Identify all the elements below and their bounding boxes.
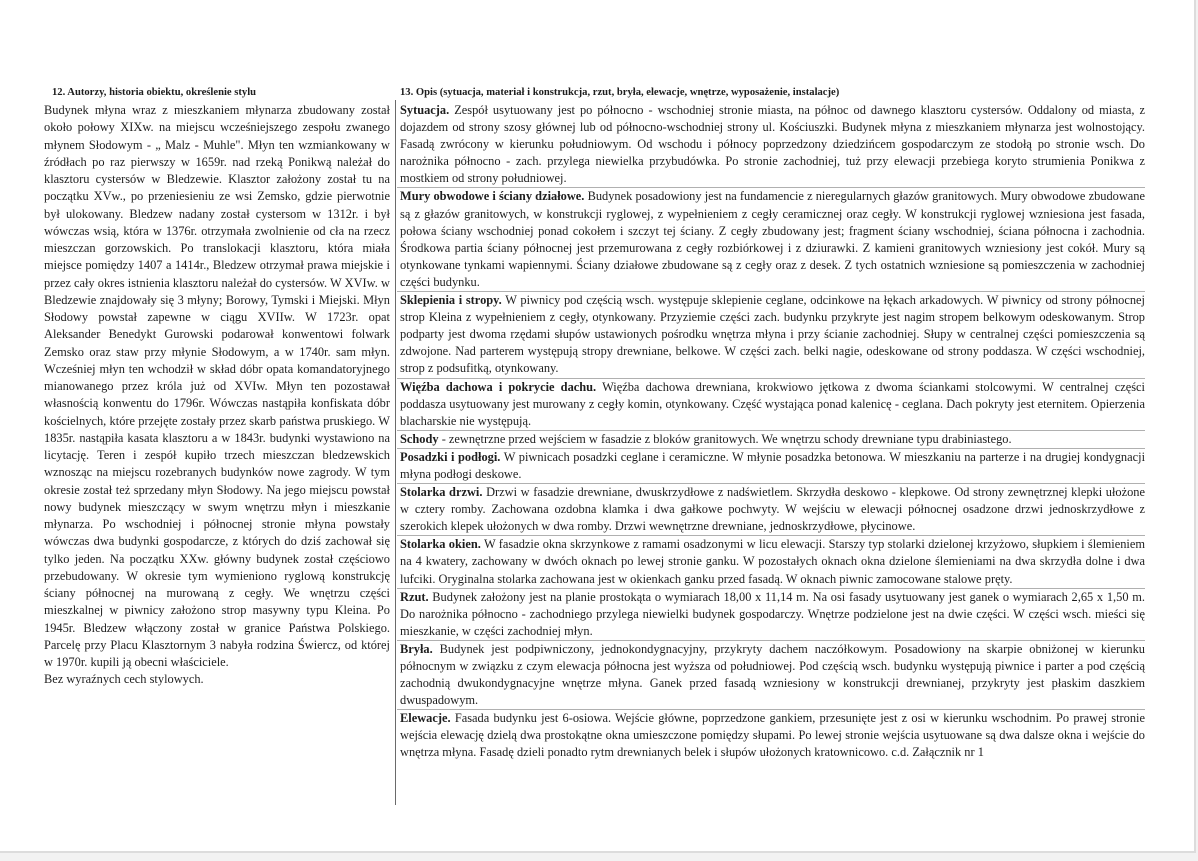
section-stolarka-okien: [397, 536, 1145, 588]
section-label: Mury obwodowe i ściany działowe.: [400, 189, 585, 204]
section-label: Bryła.: [400, 641, 433, 656]
section-label: Posadzki i podłogi.: [400, 449, 501, 464]
section-sklepienia: [397, 292, 1145, 378]
section-schody: [397, 431, 1145, 449]
section-rzut: [397, 589, 1145, 641]
section-bryla: [397, 641, 1145, 710]
description-column: [397, 85, 1145, 762]
column-divider: [395, 100, 396, 805]
section-posadzki: [397, 449, 1145, 484]
section-elewacje: [397, 710, 1145, 761]
section-text: W piwnicy pod częścią wsch. występuje sklepienie ceglane, odcinkowe na łękach arkadowych. W piwnicy od strony północnej strop Kleina z wypełnieniem z cegły, otynkowany. Przyziemie części zach. budynku przykryte jest nagim stropem belkowym odeskowanym. Strop podparty jest dwoma rzędami słupów ustawionych pośrodku wnętrza młyna i przy ścianie zachodniej. Słupy w centralnej części pomieszczenia są zdwojone. Nad parterem występują stropy drewniane, belkowe. W części zach. belki nagie, odeskowane od strony poddasza. W części wschodniej, strop z podsufitką, otynkowany.: [400, 293, 1145, 376]
history-column: [44, 85, 390, 689]
section-text: Więźba dachowa drewniana, krokwiowo jętkowa z dwoma ściankami stolcowymi. W centralnej części poddasza usytuowany jest murowany z cegły komin, otynkowany. Część wystająca ponad kalenicę - ceglana. Dach pokryty jest eternitem. Opierzenia blacharskie nie występują.: [400, 379, 1145, 428]
section-text: Zespół usytuowany jest po północno - wschodniej stronie miasta, na północ od dawnego klasztoru cystersów. Oddalony od miasta, z dojazdem od strony szosy głównej lub od północno-wschodniej strony ul. Kościuszki. Budynek młyna z mieszkaniem młynarza jest wolnostojący. Fasadą zwrócony w kierunku południowym. Od wschodu i północy poprzedzony dziedzińcem gospodarczym ze stodołą po stronie wsch. Do narożnika północno - zach. przylega niewielka przybudówka. Po stronie zachodniej, tuż przy elewacji przebiega koryto strumienia Ponikwa z mostkiem od strony południowej.: [400, 103, 1145, 186]
section-text: Budynek posadowiony jest na fundamencie z nieregularnych głazów granitowych. Mury obwodowe zbudowane są z głazów granitowych, w konstrukcji ryglowej, z wypełnieniem z cegły ceramicznej oraz cegły. W konstrukcji ryglowej wzniesiona jest fasada, połowa ściany wschodniej ponad cokołem i szczyt tej ściany. Z cegły zbudowany jest; fragment ściany wschodniej, ściana północna i zachodnia. Środkowa partia ściany północnej jest przemurowana z cegły rozbiórkowej i z dziurawki. Z kamieni granitowych wzniesiony jest cokół. Mury są otynkowane tynkami wapiennymi. Ściany działowe zbudowane są z cegły oraz z desek. Z tych ostatnich wzniesione są pomieszczenia w zachodniej części budynku.: [400, 189, 1145, 289]
section-text: - zewnętrzne przed wejściem w fasadzie z bloków granitowych. We wnętrzu schody drewniane typu drabiniastego.: [441, 431, 1012, 446]
section-text: Budynek założony jest na planie prostokąta o wymiarach 18,00 x 11,14 m. Na osi fasady usytuowany jest ganek o wymiarach 2,65 x 1,50 m. Do narożnika północno - zachodniego przylega niewielki budynek gospodarczy. Wnętrze podzielone jest na dwie części. W części wsch. mieści się mieszkanie, w części zachodniej młyn.: [400, 589, 1145, 638]
section-label: Rzut.: [400, 589, 429, 604]
section-label: Sklepienia i stropy.: [400, 293, 502, 308]
section-label: Elewacje.: [400, 711, 451, 726]
section-text: Fasada budynku jest 6-osiowa. Wejście główne, poprzedzone gankiem, przesunięte jest z osi w kierunku wschodnim. Po prawej stronie wejścia elewację dzielą dwa prostokątne okna umieszczone pomiędzy słupami. Po lewej stronie wejścia usytuowane są dwa dalsze okna i wejście do wnętrza młyna. Fasadę dzieli ponadto rytm drewnianych belek i słupów ułożonych kratownicowo. c.d. Załącznik nr 1: [400, 711, 1145, 760]
section-wiezba: [397, 379, 1145, 431]
section-sytuacja: [397, 102, 1145, 188]
section-label: Stolarka drzwi.: [400, 485, 483, 500]
style-note: Bez wyraźnych cech stylowych.: [44, 672, 204, 687]
section-mury: [397, 188, 1145, 292]
section-label: Sytuacja.: [400, 103, 450, 117]
section-label: Więźba dachowa i pokrycie dachu.: [400, 379, 597, 394]
section-label: Schody: [400, 431, 439, 446]
section-text: Budynek jest podpiwniczony, jednokondygnacyjny, przykryty dachem naczółkowym. Posadowiony na skarpie obniżonej w kierunku północnym w związku z czym elewacja północna jest wyższa od południowej. Pod częścią wsch. budynku występują piwnice i parter a pod częścią zachodnią dwukondygnacyjne wnętrze młyna. Ganek przed fasadą wzniesiony w konstrukcji drewnianej, przykryty jest płaskim daszkiem dwuspadowym.: [400, 641, 1145, 708]
description-heading: 13. Opis (sytuacja, materiał i konstrukcja, rzut, bryła, elewacje, wnętrze, wyposażenie, instalacje): [400, 87, 840, 98]
history-heading: 12. Autorzy, historia obiektu, określenie stylu: [52, 87, 257, 98]
section-label: Stolarka okien.: [400, 537, 481, 552]
section-text: W piwnicach posadzki ceglane i ceramiczne. W młynie posadzka betonowa. W mieszkaniu na parterze i na drugiej kondygnacji młyna podłogi deskowe.: [400, 449, 1146, 481]
history-text: Budynek młyna wraz z mieszkaniem młynarza zbudowany został około połowy XIXw. na miejscu wcześniejszego zespołu zwanego młynem Słodowym - „ Malz - Muhle". Młyn ten wzmiankowany w źródłach po raz pierwszy w 1659r. nad rzeką Ponikwą należał do klasztoru cystersów w Bledzewie. Klasztor założony został tu na początku XVw., po przeniesieniu ze wsi Zemsko, gdzie pierwotnie był ulokowany. Bledzew nadany został cystersom w 1312r. i był wówczas wsią, która w 1376r. otrzymała zwolnienie od cła na rzecz mieszczan gorzowskich. Po translokacji klasztoru, która miała miejsce pomiędzy 1407 a 1414r., Bledzew otrzymał prawa miejskie i przez cały okres istnienia klasztoru należał do cystersów. W XVIw. w Bledzewie znajdowały się 3 młyny; Borowy, Tymski i Miejski. Młyn Słodowy powstał zapewne w ciągu XVIIw. W 1723r. opat Aleksander Benedykt Gurowski podarował konwentowi folwark Zemsko oraz staw przy młynie Słodowym, a w 1740r. sam młyn. Wcześniej młyn ten wchodził w skład dóbr opata komandatoryjnego mianowanego przez króla już od XVIw. Młyn ten pozostawał własnością konwentu do 1796r. Wówczas nastąpiła konfiskata dóbr kościelnych, które przejęte zostały przez skarb państwa pruskiego. W 1835r. nastąpiła kasata klasztoru a w 1843r. budynki wystawiono na licytację. Teren i zespół kupiło trzech mieszczan bledzewskich wznosząc na miejscu rozebranych budynków nowe zagrody. W tym okresie został też sprzedany młyn Słodowy. Na jego miejscu powstał nowy budynek mieszczący w swym wnętrzu młyn i mieszkanie młynarza. Po wschodniej i północnej stronie młyna powstały wówczas dwa budynki gospodarcze, z których do dziś zachował się tylko jeden. Na początku XXw. główny budynek został częściowo przebudowany. W okresie tym wymieniono ryglową konstrukcję ściany północnej na murowaną z cegły. We wnętrzu części mieszkalnej w piwnicy założono strop masywny typu Kleina. Po 1945r. Bledzew włączony został w granice Państwa Polskiego. Parcelę przy Placu Klasztornym 3 nabyła rodzina Świercz, od której w 1970r. kupili ją obecni właściciele.: [44, 103, 390, 669]
section-stolarka-drzwi: [397, 484, 1145, 536]
section-text: Drzwi w fasadzie drewniane, dwuskrzydłowe z nadświetlem. Skrzydła deskowo - klepkowe. Od strony zewnętrznej klepki ułożone w cztery romby. Zachowana ozdobna klamka i dwa gałkowe pochwyty. W wejściu w elewacji północnej osadzone drzwi jednoskrzydłowe z szerokich klepek ułożonych w dwa romby. Drzwi wewnętrzne drewniane, jednoskrzydłowe, płycinowe.: [400, 485, 1145, 534]
section-text: W fasadzie okna skrzynkowe z ramami osadzonymi w licu elewacji. Starszy typ stolarki dzielonej krzyżowo, słupkiem i ślemieniem na 4 kwatery, zachowany w dwóch oknach po lewej stronie ganku. W pozostałych oknach okna dzielone ślemieniami na dwa skrzydła dolne i dwa lufciki. Oryginalna stolarka zachowana jest w okienkach ganku przed fasadą. W oknach piwnic zamocowane stalowe pręty.: [400, 537, 1145, 586]
